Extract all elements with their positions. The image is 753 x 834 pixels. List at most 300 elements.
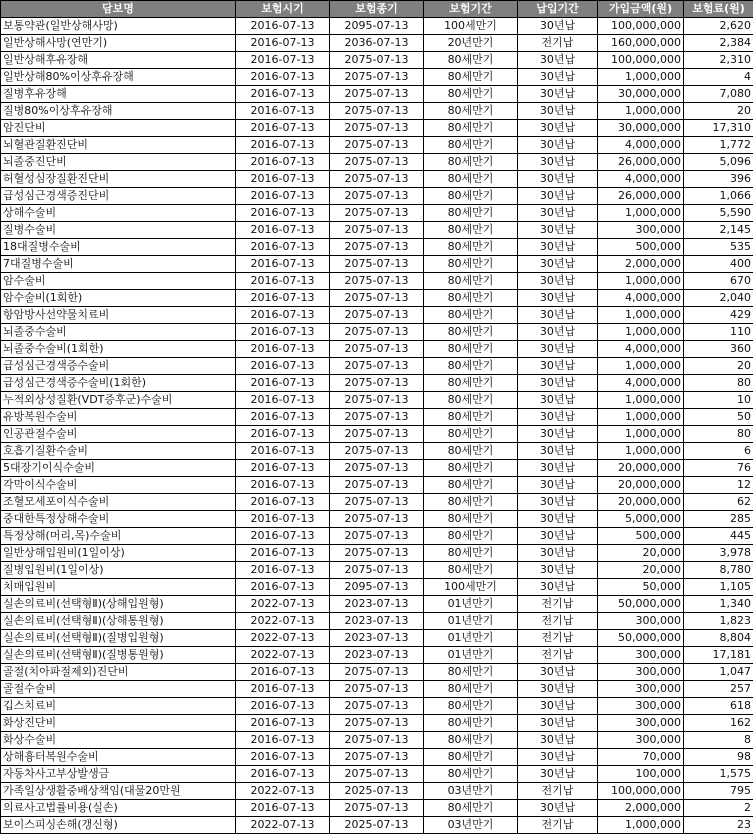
insurance-period-cell: 80세만기 [424,664,518,681]
end-date-cell: 2075-07-13 [330,528,424,545]
table-row [1,409,753,426]
insurance-period-cell: 80세만기 [424,69,518,86]
coverage-amount-cell: 300,000 [598,613,684,630]
coverage-name-cell: 뇌졸중수술비(1회한) [1,341,236,358]
start-date-cell: 2016-07-13 [236,307,330,324]
payment-period-cell: 30년납 [518,103,598,120]
premium-cell: 20 [684,358,753,375]
table-row [1,613,753,630]
coverage-name-cell: 화상수술비 [1,732,236,749]
start-date-cell: 2016-07-13 [236,511,330,528]
premium-cell: 2,040 [684,290,753,307]
start-date-cell: 2016-07-13 [236,154,330,171]
insurance-period-cell: 80세만기 [424,443,518,460]
start-date-cell: 2016-07-13 [236,69,330,86]
coverage-amount-cell: 100,000,000 [598,18,684,35]
premium-cell: 1,772 [684,137,753,154]
end-date-cell: 2075-07-13 [330,307,424,324]
start-date-cell: 2016-07-13 [236,188,330,205]
coverage-amount-cell: 20,000,000 [598,460,684,477]
end-date-cell: 2023-07-13 [330,630,424,647]
coverage-name-cell: 질병입원비(1일이상) [1,562,236,579]
insurance-period-cell: 80세만기 [424,324,518,341]
end-date-cell: 2075-07-13 [330,239,424,256]
table-row [1,307,753,324]
payment-period-cell: 30년납 [518,120,598,137]
premium-cell: 23 [684,817,753,834]
end-date-cell: 2025-07-13 [330,783,424,800]
coverage-name-cell: 일반상해사망(연만기) [1,35,236,52]
start-date-cell: 2016-07-13 [236,681,330,698]
coverage-amount-cell: 4,000,000 [598,290,684,307]
end-date-cell: 2075-07-13 [330,324,424,341]
table-row [1,324,753,341]
end-date-cell: 2075-07-13 [330,52,424,69]
payment-period-cell: 30년납 [518,188,598,205]
payment-period-cell: 전기납 [518,817,598,834]
table-row [1,188,753,205]
coverage-name-cell: 상해흉터복원수술비 [1,749,236,766]
end-date-cell: 2023-07-13 [330,596,424,613]
payment-period-cell: 30년납 [518,307,598,324]
premium-cell: 162 [684,715,753,732]
header-payment-period: 납입기간 [518,1,598,18]
coverage-amount-cell: 50,000,000 [598,630,684,647]
end-date-cell: 2075-07-13 [330,273,424,290]
start-date-cell: 2022-07-13 [236,783,330,800]
end-date-cell: 2075-07-13 [330,69,424,86]
start-date-cell: 2016-07-13 [236,324,330,341]
table-row [1,681,753,698]
coverage-amount-cell: 70,000 [598,749,684,766]
table-row [1,171,753,188]
table-row [1,358,753,375]
premium-cell: 4 [684,69,753,86]
start-date-cell: 2016-07-13 [236,290,330,307]
insurance-period-cell: 80세만기 [424,715,518,732]
coverage-amount-cell: 1,000,000 [598,358,684,375]
coverage-name-cell: 암진단비 [1,120,236,137]
coverage-amount-cell: 100,000,000 [598,52,684,69]
start-date-cell: 2022-07-13 [236,596,330,613]
table-row [1,256,753,273]
start-date-cell: 2016-07-13 [236,222,330,239]
table-row [1,596,753,613]
coverage-amount-cell: 1,000,000 [598,324,684,341]
premium-cell: 50 [684,409,753,426]
end-date-cell: 2075-07-13 [330,375,424,392]
coverage-amount-cell: 1,000,000 [598,69,684,86]
insurance-period-cell: 01년만기 [424,630,518,647]
premium-cell: 445 [684,528,753,545]
table-row [1,817,753,834]
start-date-cell: 2016-07-13 [236,715,330,732]
start-date-cell: 2022-07-13 [236,630,330,647]
premium-cell: 5,590 [684,205,753,222]
end-date-cell: 2075-07-13 [330,358,424,375]
end-date-cell: 2075-07-13 [330,494,424,511]
payment-period-cell: 30년납 [518,205,598,222]
payment-period-cell: 30년납 [518,358,598,375]
end-date-cell: 2025-07-13 [330,817,424,834]
payment-period-cell: 30년납 [518,69,598,86]
payment-period-cell: 30년납 [518,664,598,681]
table-row [1,69,753,86]
end-date-cell: 2075-07-13 [330,137,424,154]
table-row [1,205,753,222]
premium-cell: 400 [684,256,753,273]
table-row [1,239,753,256]
start-date-cell: 2016-07-13 [236,52,330,69]
coverage-amount-cell: 20,000 [598,562,684,579]
payment-period-cell: 30년납 [518,800,598,817]
start-date-cell: 2016-07-13 [236,341,330,358]
premium-cell: 6 [684,443,753,460]
insurance-period-cell: 80세만기 [424,477,518,494]
table-row [1,698,753,715]
coverage-name-cell: 급성심근경색증진단비 [1,188,236,205]
insurance-period-cell: 80세만기 [424,528,518,545]
table-row [1,528,753,545]
premium-cell: 17,181 [684,647,753,664]
start-date-cell: 2022-07-13 [236,613,330,630]
premium-cell: 2,620 [684,18,753,35]
table-row [1,749,753,766]
coverage-name-cell: 7대질병수술비 [1,256,236,273]
coverage-name-cell: 각막이식수술비 [1,477,236,494]
coverage-name-cell: 상해수술비 [1,205,236,222]
coverage-amount-cell: 300,000 [598,664,684,681]
end-date-cell: 2075-07-13 [330,290,424,307]
coverage-amount-cell: 300,000 [598,647,684,664]
premium-cell: 80 [684,375,753,392]
coverage-name-cell: 중대한특정상해수술비 [1,511,236,528]
coverage-name-cell: 골절수술비 [1,681,236,698]
end-date-cell: 2075-07-13 [330,681,424,698]
header-end-date: 보험종기 [330,1,424,18]
coverage-amount-cell: 2,000,000 [598,256,684,273]
coverage-name-cell: 인공관절수술비 [1,426,236,443]
insurance-period-cell: 80세만기 [424,222,518,239]
end-date-cell: 2075-07-13 [330,103,424,120]
payment-period-cell: 30년납 [518,732,598,749]
end-date-cell: 2075-07-13 [330,120,424,137]
end-date-cell: 2075-07-13 [330,256,424,273]
payment-period-cell: 30년납 [518,324,598,341]
premium-cell: 76 [684,460,753,477]
payment-period-cell: 30년납 [518,545,598,562]
coverage-amount-cell: 4,000,000 [598,341,684,358]
payment-period-cell: 30년납 [518,392,598,409]
payment-period-cell: 30년납 [518,137,598,154]
payment-period-cell: 30년납 [518,528,598,545]
premium-cell: 80 [684,426,753,443]
end-date-cell: 2075-07-13 [330,460,424,477]
table-row [1,511,753,528]
premium-cell: 98 [684,749,753,766]
table-row [1,800,753,817]
start-date-cell: 2016-07-13 [236,137,330,154]
insurance-period-cell: 80세만기 [424,358,518,375]
coverage-name-cell: 누적외상성질환(VDT증후군)수술비 [1,392,236,409]
end-date-cell: 2036-07-13 [330,35,424,52]
coverage-name-cell: 18대질병수술비 [1,239,236,256]
table-row [1,545,753,562]
insurance-period-cell: 80세만기 [424,120,518,137]
end-date-cell: 2095-07-13 [330,579,424,596]
premium-cell: 10 [684,392,753,409]
end-date-cell: 2075-07-13 [330,188,424,205]
coverage-amount-cell: 300,000 [598,715,684,732]
coverage-name-cell: 뇌졸중수술비 [1,324,236,341]
coverage-name-cell: 보통약관(일반상해사망) [1,18,236,35]
coverage-name-cell: 급성심근경색증수술비 [1,358,236,375]
header-row [1,1,753,18]
premium-cell: 8 [684,732,753,749]
header-premium: 보험료(원) [684,1,753,18]
end-date-cell: 2075-07-13 [330,698,424,715]
insurance-period-cell: 80세만기 [424,256,518,273]
header-coverage-name: 담보명 [1,1,236,18]
start-date-cell: 2016-07-13 [236,443,330,460]
premium-cell: 1,823 [684,613,753,630]
start-date-cell: 2016-07-13 [236,749,330,766]
insurance-period-cell: 03년만기 [424,817,518,834]
coverage-name-cell: 유방복원수술비 [1,409,236,426]
coverage-amount-cell: 1,000,000 [598,273,684,290]
coverage-amount-cell: 1,000,000 [598,103,684,120]
coverage-name-cell: 골절(치아파절제외)진단비 [1,664,236,681]
payment-period-cell: 30년납 [518,273,598,290]
start-date-cell: 2016-07-13 [236,120,330,137]
start-date-cell: 2016-07-13 [236,528,330,545]
insurance-period-cell: 80세만기 [424,205,518,222]
coverage-name-cell: 조혈모세포이식수술비 [1,494,236,511]
payment-period-cell: 30년납 [518,511,598,528]
coverage-amount-cell: 20,000 [598,545,684,562]
start-date-cell: 2016-07-13 [236,409,330,426]
premium-cell: 2,145 [684,222,753,239]
coverage-name-cell: 항암방사선약물치료비 [1,307,236,324]
table-row [1,273,753,290]
start-date-cell: 2016-07-13 [236,273,330,290]
premium-cell: 429 [684,307,753,324]
end-date-cell: 2095-07-13 [330,18,424,35]
coverage-amount-cell: 2,000,000 [598,800,684,817]
insurance-period-cell: 01년만기 [424,613,518,630]
insurance-period-cell: 80세만기 [424,290,518,307]
coverage-amount-cell: 30,000,000 [598,120,684,137]
coverage-amount-cell: 4,000,000 [598,375,684,392]
end-date-cell: 2075-07-13 [330,171,424,188]
premium-cell: 110 [684,324,753,341]
coverage-name-cell: 실손의료비(선택형Ⅱ)(상해입원형) [1,596,236,613]
start-date-cell: 2016-07-13 [236,239,330,256]
payment-period-cell: 전기납 [518,596,598,613]
insurance-period-cell: 80세만기 [424,273,518,290]
insurance-period-cell: 80세만기 [424,341,518,358]
end-date-cell: 2075-07-13 [330,443,424,460]
payment-period-cell: 30년납 [518,171,598,188]
premium-cell: 2,384 [684,35,753,52]
table-row [1,477,753,494]
insurance-period-cell: 80세만기 [424,545,518,562]
coverage-name-cell: 치매입원비 [1,579,236,596]
premium-cell: 3,978 [684,545,753,562]
coverage-name-cell: 암수술비 [1,273,236,290]
coverage-amount-cell: 300,000 [598,732,684,749]
coverage-name-cell: 질병수술비 [1,222,236,239]
insurance-period-cell: 80세만기 [424,494,518,511]
header-coverage-amount: 가입금액(원) [598,1,684,18]
coverage-name-cell: 실손의료비(선택형Ⅱ)(질병입원형) [1,630,236,647]
payment-period-cell: 30년납 [518,460,598,477]
premium-cell: 7,080 [684,86,753,103]
table-row [1,18,753,35]
end-date-cell: 2075-07-13 [330,749,424,766]
payment-period-cell: 전기납 [518,630,598,647]
table-row [1,154,753,171]
start-date-cell: 2016-07-13 [236,545,330,562]
premium-cell: 795 [684,783,753,800]
start-date-cell: 2016-07-13 [236,766,330,783]
table-row [1,86,753,103]
end-date-cell: 2075-07-13 [330,86,424,103]
table-row [1,392,753,409]
start-date-cell: 2016-07-13 [236,732,330,749]
premium-cell: 8,804 [684,630,753,647]
coverage-amount-cell: 300,000 [598,681,684,698]
end-date-cell: 2075-07-13 [330,766,424,783]
coverage-name-cell: 가족일상생활중배상책임(대물20만원 [1,783,236,800]
insurance-period-cell: 80세만기 [424,681,518,698]
premium-cell: 618 [684,698,753,715]
coverage-amount-cell: 1,000,000 [598,307,684,324]
insurance-period-cell: 80세만기 [424,800,518,817]
coverage-amount-cell: 5,000,000 [598,511,684,528]
payment-period-cell: 30년납 [518,579,598,596]
coverage-name-cell: 호흡기질환수술비 [1,443,236,460]
insurance-period-cell: 80세만기 [424,460,518,477]
insurance-period-cell: 80세만기 [424,511,518,528]
table-row [1,120,753,137]
insurance-period-cell: 80세만기 [424,732,518,749]
coverage-name-cell: 의료사고법률비용(실손) [1,800,236,817]
start-date-cell: 2016-07-13 [236,579,330,596]
coverage-name-cell: 허혈성심장질환진단비 [1,171,236,188]
payment-period-cell: 30년납 [518,52,598,69]
coverage-name-cell: 실손의료비(선택형Ⅱ)(상해통원형) [1,613,236,630]
start-date-cell: 2016-07-13 [236,358,330,375]
insurance-period-cell: 80세만기 [424,562,518,579]
coverage-amount-cell: 30,000,000 [598,86,684,103]
payment-period-cell: 30년납 [518,222,598,239]
table-row [1,494,753,511]
insurance-period-cell: 80세만기 [424,426,518,443]
table-row [1,715,753,732]
payment-period-cell: 30년납 [518,239,598,256]
insurance-period-cell: 80세만기 [424,766,518,783]
table-row [1,460,753,477]
start-date-cell: 2022-07-13 [236,817,330,834]
insurance-period-cell: 80세만기 [424,52,518,69]
start-date-cell: 2016-07-13 [236,698,330,715]
end-date-cell: 2075-07-13 [330,205,424,222]
coverage-amount-cell: 500,000 [598,528,684,545]
start-date-cell: 2016-07-13 [236,800,330,817]
coverage-amount-cell: 26,000,000 [598,188,684,205]
start-date-cell: 2016-07-13 [236,205,330,222]
table-row [1,647,753,664]
premium-cell: 20 [684,103,753,120]
start-date-cell: 2016-07-13 [236,392,330,409]
insurance-period-cell: 01년만기 [424,647,518,664]
coverage-amount-cell: 1,000,000 [598,443,684,460]
premium-cell: 8,780 [684,562,753,579]
table-row [1,290,753,307]
payment-period-cell: 30년납 [518,375,598,392]
coverage-name-cell: 보이스피싱손해(갱신형) [1,817,236,834]
end-date-cell: 2075-07-13 [330,477,424,494]
coverage-amount-cell: 4,000,000 [598,137,684,154]
end-date-cell: 2075-07-13 [330,154,424,171]
start-date-cell: 2016-07-13 [236,477,330,494]
coverage-amount-cell: 100,000,000 [598,783,684,800]
end-date-cell: 2075-07-13 [330,392,424,409]
premium-cell: 1,047 [684,664,753,681]
coverage-amount-cell: 100,000 [598,766,684,783]
payment-period-cell: 전기납 [518,35,598,52]
table-row [1,222,753,239]
start-date-cell: 2016-07-13 [236,426,330,443]
coverage-amount-cell: 50,000,000 [598,596,684,613]
premium-cell: 1,340 [684,596,753,613]
payment-period-cell: 전기납 [518,613,598,630]
payment-period-cell: 30년납 [518,409,598,426]
end-date-cell: 2075-07-13 [330,409,424,426]
table-row [1,630,753,647]
insurance-period-cell: 80세만기 [424,239,518,256]
table-row [1,52,753,69]
coverage-name-cell: 자동차사고부상발생금 [1,766,236,783]
table-row [1,341,753,358]
table-row [1,375,753,392]
end-date-cell: 2075-07-13 [330,664,424,681]
insurance-period-cell: 100세만기 [424,579,518,596]
premium-cell: 360 [684,341,753,358]
start-date-cell: 2016-07-13 [236,562,330,579]
insurance-period-cell: 80세만기 [424,86,518,103]
coverage-name-cell: 깁스치료비 [1,698,236,715]
payment-period-cell: 30년납 [518,86,598,103]
coverage-name-cell: 암수술비(1회한) [1,290,236,307]
insurance-period-cell: 100세만기 [424,18,518,35]
start-date-cell: 2016-07-13 [236,171,330,188]
payment-period-cell: 30년납 [518,18,598,35]
coverage-amount-cell: 500,000 [598,239,684,256]
coverage-amount-cell: 26,000,000 [598,154,684,171]
start-date-cell: 2016-07-13 [236,664,330,681]
payment-period-cell: 30년납 [518,477,598,494]
payment-period-cell: 30년납 [518,681,598,698]
table-row [1,579,753,596]
table-row [1,103,753,120]
start-date-cell: 2016-07-13 [236,18,330,35]
end-date-cell: 2075-07-13 [330,341,424,358]
table-row [1,562,753,579]
insurance-period-cell: 80세만기 [424,188,518,205]
insurance-period-cell: 03년만기 [424,783,518,800]
